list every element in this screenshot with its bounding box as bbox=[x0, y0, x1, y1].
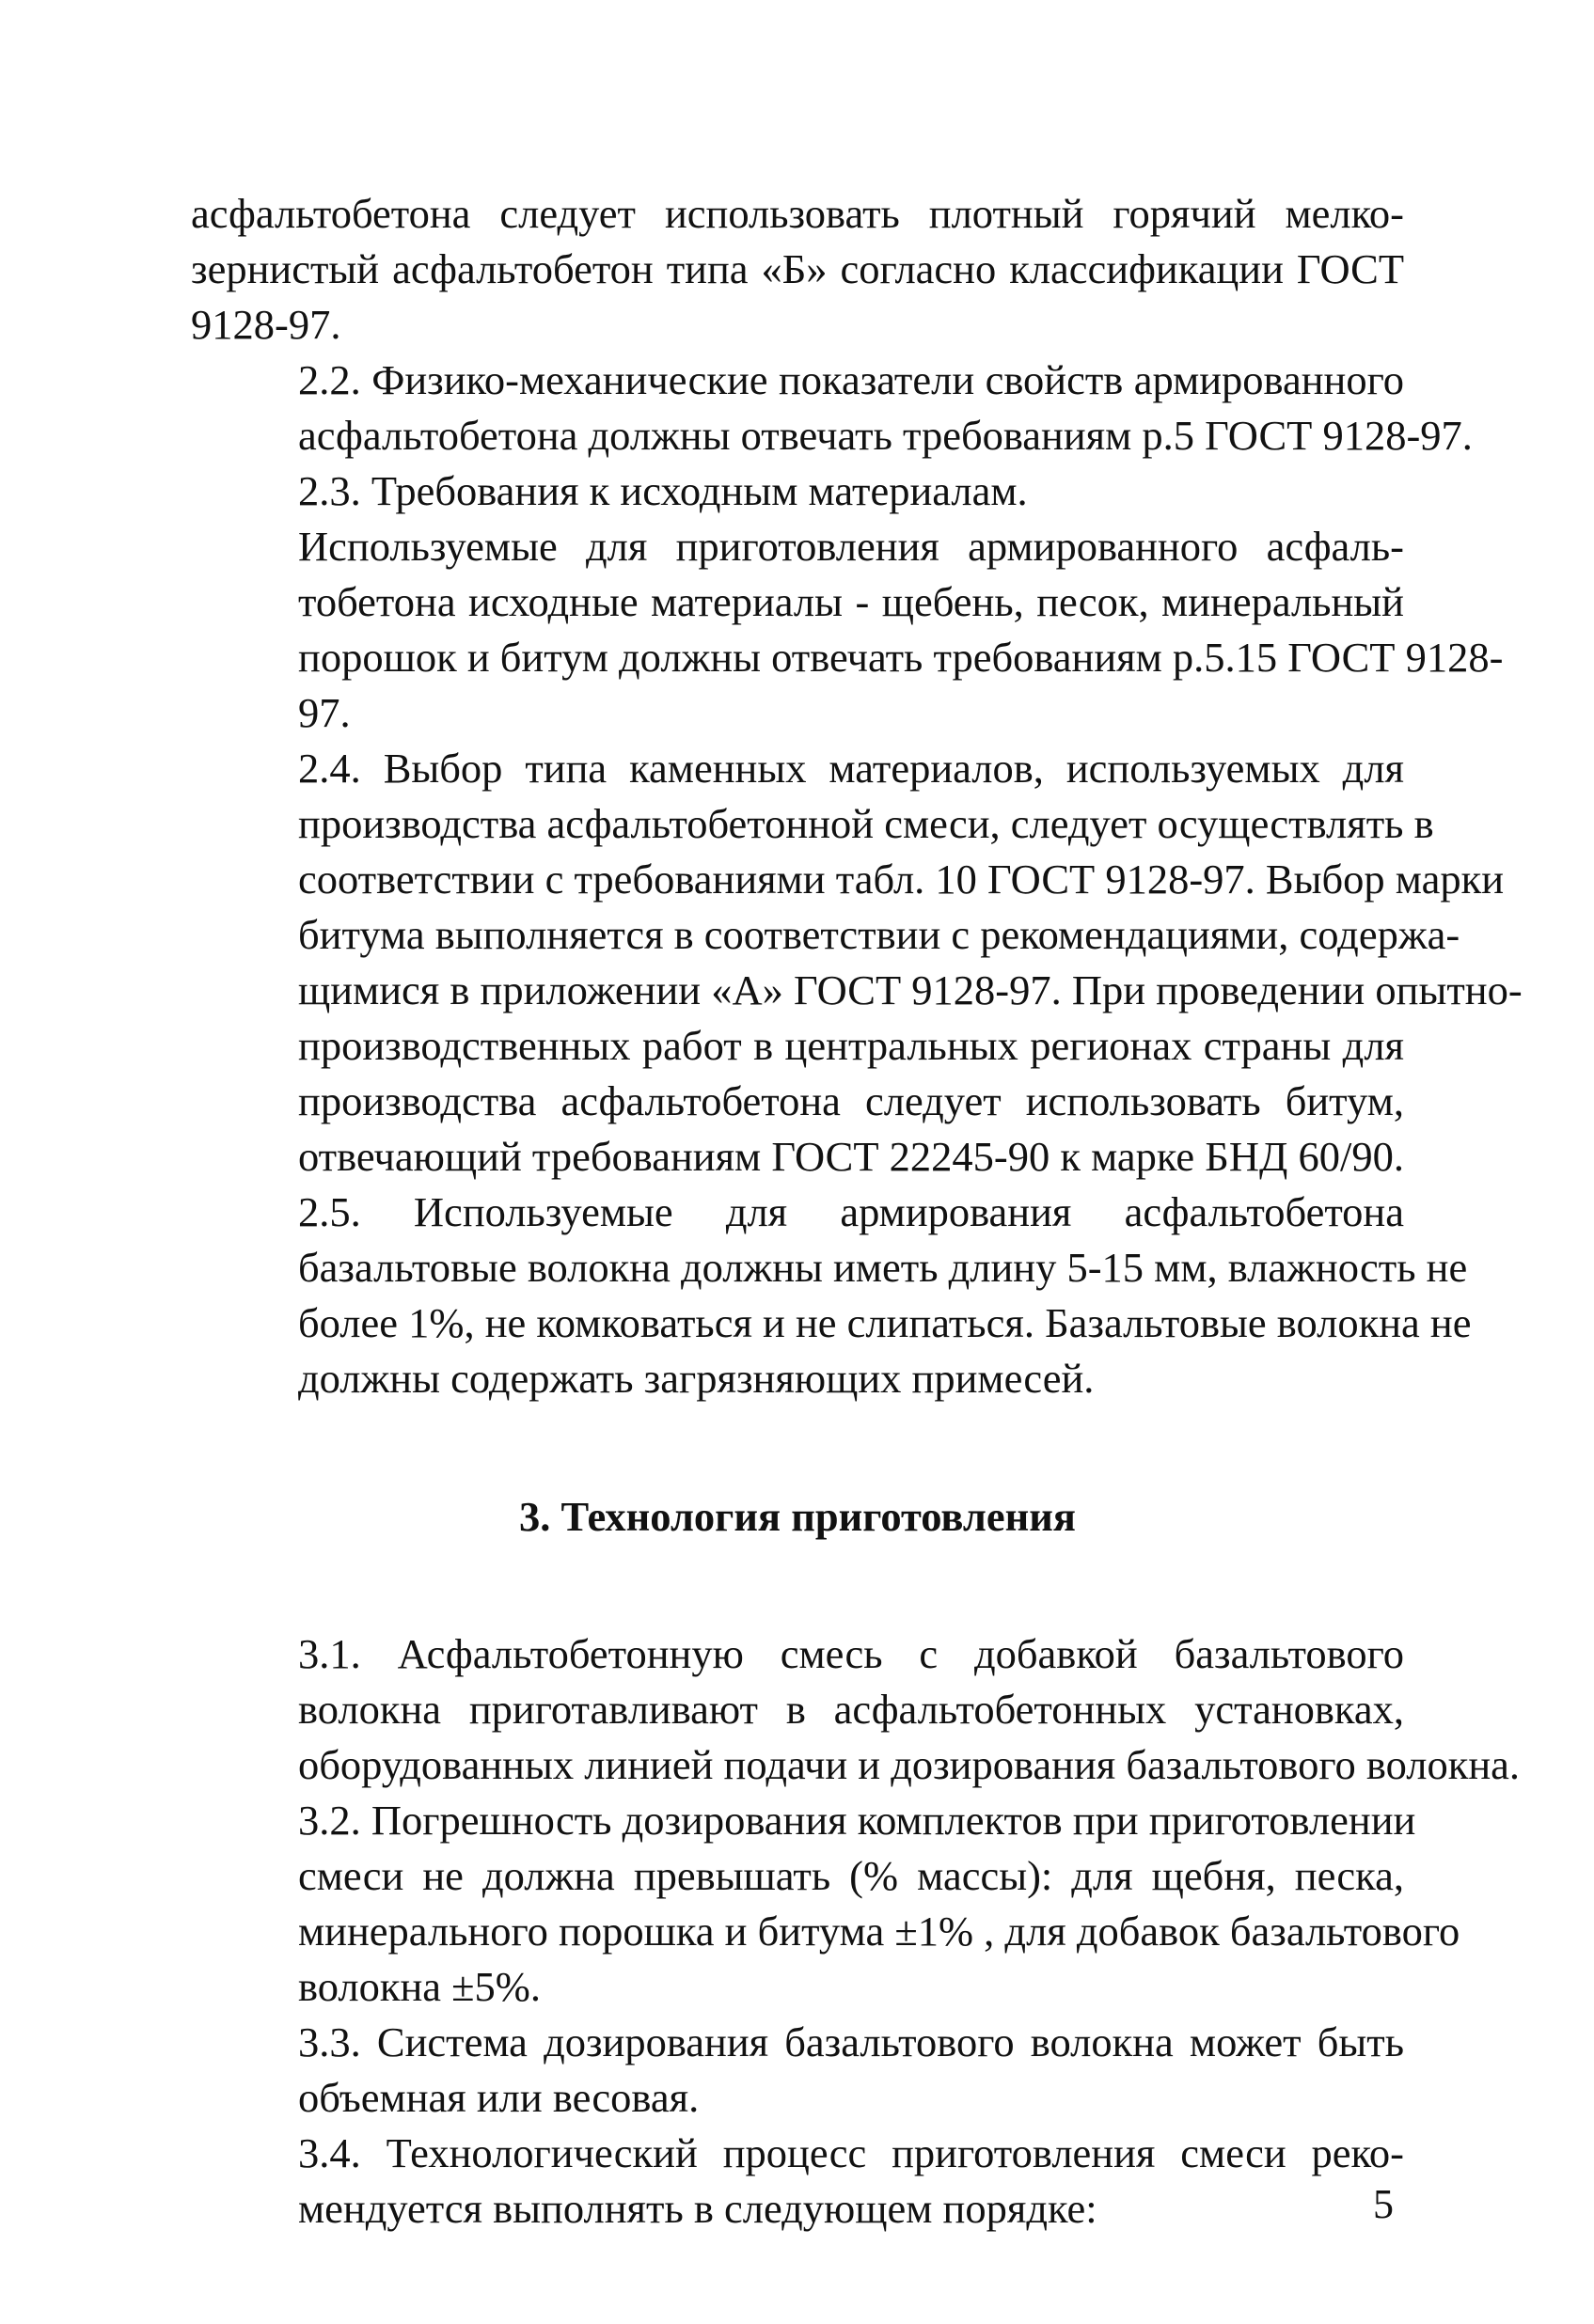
text-line: производства асфальтобетона следует использовать битум, bbox=[298, 1077, 1404, 1124]
text-line: тобетона исходные материалы - щебень, песок, минеральный bbox=[298, 578, 1404, 625]
text-line: 97. bbox=[298, 689, 351, 736]
text-line: порошок и битум должны отвечать требованиям р.5.15 ГОСТ 9128- bbox=[298, 634, 1504, 681]
text-line: щимися в приложении «А» ГОСТ 9128-97. При проведении опытно- bbox=[298, 966, 1523, 1013]
text-line: зернистый асфальтобетон типа «Б» согласно классификации ГОСТ bbox=[191, 245, 1404, 292]
text-line: базальтовые волокна должны иметь длину 5-15 мм, влажность не bbox=[298, 1244, 1468, 1291]
text-line: 2.3. Требования к исходным материалам. bbox=[298, 467, 1028, 514]
text-line: производства асфальтобетонной смеси, следует осуществлять в bbox=[298, 800, 1434, 847]
text-line: асфальтобетона следует использовать плотный горячий мелко- bbox=[191, 190, 1404, 237]
page-body bbox=[191, 186, 1523, 2237]
text-line: 3.2. Погрешность дозирования комплектов при приготовлении bbox=[298, 1797, 1416, 1844]
text-line: объемная или весовая. bbox=[298, 2074, 700, 2121]
paragraph-clause-2-3-text bbox=[191, 519, 1504, 741]
section-2-body bbox=[191, 186, 1523, 1406]
paragraph-clause-3-4 bbox=[191, 2126, 1404, 2237]
text-line: 2.2. Физико-механические показатели свойств армированного bbox=[298, 356, 1404, 403]
text-line: производственных работ в центральных регионах страны для bbox=[298, 1022, 1404, 1069]
text-line: битума выполняется в соответствии с рекомендациями, содержа- bbox=[298, 911, 1460, 958]
text-line: отвечающий требованиям ГОСТ 22245-90 к марке БНД 60/90. bbox=[298, 1133, 1404, 1180]
paragraph-clause-3-3 bbox=[191, 2015, 1404, 2126]
section-3-body bbox=[191, 1626, 1521, 2237]
paragraph-clause-3-1 bbox=[191, 1626, 1521, 1793]
page-number: 5 bbox=[1373, 2181, 1394, 2227]
text-line: смеси не должна превышать (% массы): для щебня, песка, bbox=[298, 1852, 1404, 1899]
text-line: волокна ±5%. bbox=[298, 1963, 542, 2010]
text-line: 3.1. Асфальтобетонную смесь с добавкой базальтового bbox=[298, 1630, 1404, 1677]
text-line: минерального порошка и битума ±1% , для добавок базальтового bbox=[298, 1908, 1460, 1955]
text-line: должны содержать загрязняющих примесей. bbox=[298, 1355, 1095, 1402]
text-line: более 1%, не комковаться и не слипаться. Базальтовые волокна не bbox=[298, 1299, 1472, 1346]
section-heading: 3. Технология приготовления bbox=[519, 1493, 1076, 1540]
paragraph-clause-2-4 bbox=[191, 741, 1523, 1185]
paragraph-clause-3-2 bbox=[191, 1793, 1460, 2015]
text-line: 2.4. Выбор типа каменных материалов, используемых для bbox=[298, 745, 1404, 792]
paragraph-clause-2-3 bbox=[191, 463, 1404, 519]
text-line: волокна приготавливают в асфальтобетонных установках, bbox=[298, 1686, 1404, 1733]
text-line: Используемые для приготовления армированного асфаль- bbox=[298, 523, 1404, 570]
text-line: 9128-97. bbox=[191, 301, 341, 348]
text-line: 3.3. Система дозирования базальтового волокна может быть bbox=[298, 2018, 1404, 2065]
text-line: 2.5. Используемые для армирования асфальтобетона bbox=[298, 1188, 1404, 1235]
text-line: соответствии с требованиями табл. 10 ГОСТ 9128-97. Выбор марки bbox=[298, 856, 1505, 903]
text-line: 3.4. Технологический процесс приготовления смеси реко- bbox=[298, 2129, 1404, 2176]
paragraph-clause-2-2 bbox=[191, 353, 1473, 463]
text-line: мендуется выполнять в следующем порядке: bbox=[298, 2185, 1097, 2232]
paragraph-clause-2-5 bbox=[191, 1185, 1472, 1406]
text-line: асфальтобетона должны отвечать требованиям р.5 ГОСТ 9128-97. bbox=[298, 412, 1473, 459]
text-line: оборудованных линией подачи и дозирования базальтового волокна. bbox=[298, 1741, 1521, 1788]
paragraph-intro-continuation bbox=[191, 186, 1404, 353]
